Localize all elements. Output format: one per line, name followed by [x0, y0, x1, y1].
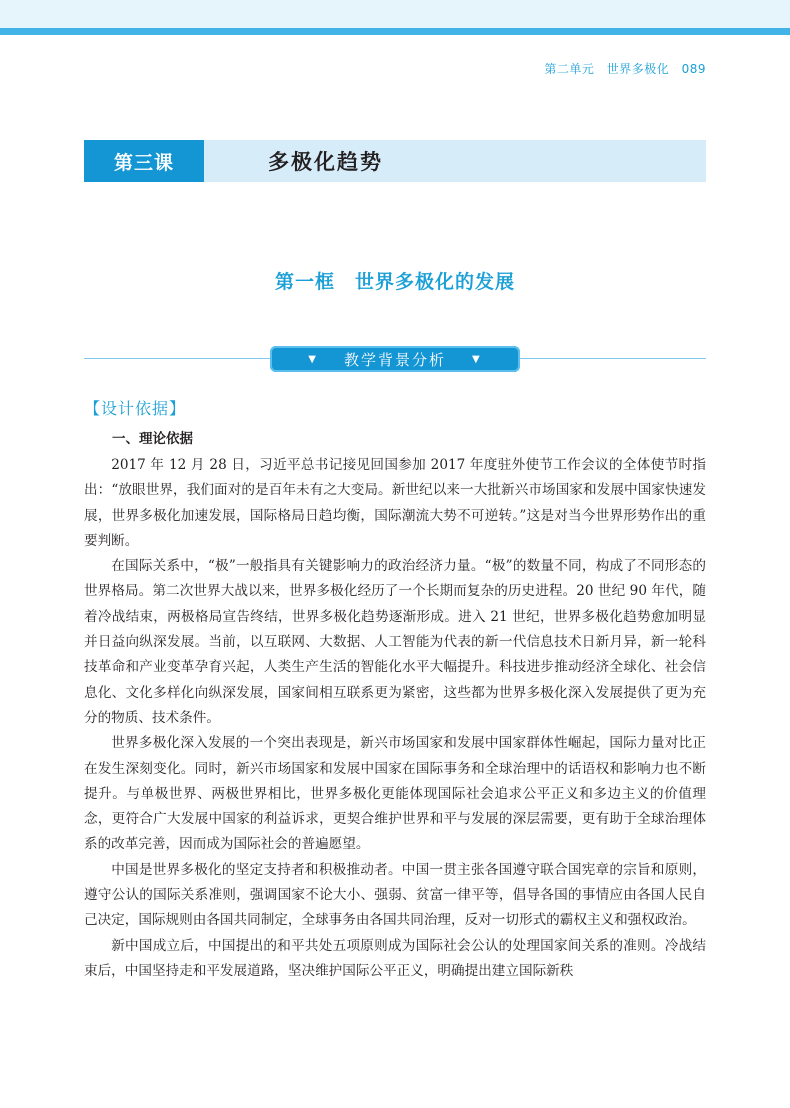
top-accent-line — [0, 28, 790, 35]
bullet-icon: ▼ — [308, 353, 318, 365]
section-number: 第一框 — [274, 271, 335, 293]
teaching-background-banner — [270, 346, 520, 372]
lesson-number: 第三课 — [84, 140, 204, 182]
paragraph: 世界多极化深入发展的一个突出表现是，新兴市场国家和发展中国家群体性崛起，国际力量对比正在发生深刻变化。同时，新兴市场国家和发展中国家在国际事务和全球治理中的话语权和影响力也不断提升。与单极世界、两极世界相比，世界多极化更能体现国际社会追求公平正义和多边主义的价值理念，更符合广大发展中国家的利益诉求，更契合维护世界和平与发展的深层需要，更有助于全球治理体系的改革完善，因而成为国际社会的普遍愿望。 — [84, 735, 706, 853]
page-number: 089 — [681, 62, 706, 76]
section-title — [0, 267, 790, 294]
top-color-band — [0, 0, 790, 28]
unit-label: 第二单元 — [544, 62, 595, 76]
paragraph: 在国际关系中，“极”一般指具有关键影响力的政治经济力量。“极”的数量不同，构成了不同形态的世界格局。第二次世界大战以来，世界多极化经历了一个长期而复杂的历史进程。20 世纪 90 年代，随着冷战结束，两极格局宣告终结，世界多极化趋势逐渐形成。进入 21 世纪，世界多极化趋势愈加明显并日益向纵深发展。当前，以互联网、大数据、人工智能为代表的新一代信息技术日新月异，新一轮科技革命和产业变革孕育兴起，人类生产生活的智能化水平大幅提升。科技进步推动经济全球化、社会信息化、文化多样化向纵深发展，国家间相互联系更为紧密，这些都为世界多极化深入发展提供了更为充分的物质、技术条件。 — [84, 558, 706, 726]
theory-basis-subheading: 一、理论依据 — [112, 431, 193, 447]
unit-title: 世界多极化 — [606, 62, 670, 76]
lesson-title-bar — [84, 140, 706, 182]
main-content — [84, 396, 706, 984]
section-name: 世界多极化的发展 — [355, 271, 516, 293]
running-header — [536, 60, 706, 77]
paragraph: 中国是世界多极化的坚定支持者和积极推动者。中国一贯主张各国遵守联合国宪章的宗旨和原则，遵守公认的国际关系准则，强调国家不论大小、强弱、贫富一律平等，倡导各国的事情应由各国人民自己决定，国际规则由各国共同制定，全球事务由各国共同治理，反对一切形式的霸权主义和强权政治。 — [84, 861, 706, 929]
paragraph: 2017 年 12 月 28 日，习近平总书记接见回国参加 2017 年度驻外使节工作会议的全体使节时指出：“放眼世界，我们面对的是百年未有之大变局。新世纪以来一大批新兴市场国家和发展中国家快速发展，世界多极化加速发展，国际格局日趋均衡，国际潮流大势不可逆转。”这是对当今世界形势作出的重要判断。 — [84, 457, 706, 549]
design-basis-heading: 【设计依据】 — [84, 399, 187, 418]
paragraph: 新中国成立后，中国提出的和平共处五项原则成为国际社会公认的处理国家间关系的准则。冷战结束后，中国坚持走和平发展道路，坚决维护国际公平正义，明确提出建立国际新秩 — [84, 937, 706, 979]
bullet-icon: ▼ — [472, 353, 482, 365]
banner-label: 教学背景分析 — [343, 350, 446, 369]
lesson-title: 多极化趋势 — [268, 150, 383, 174]
